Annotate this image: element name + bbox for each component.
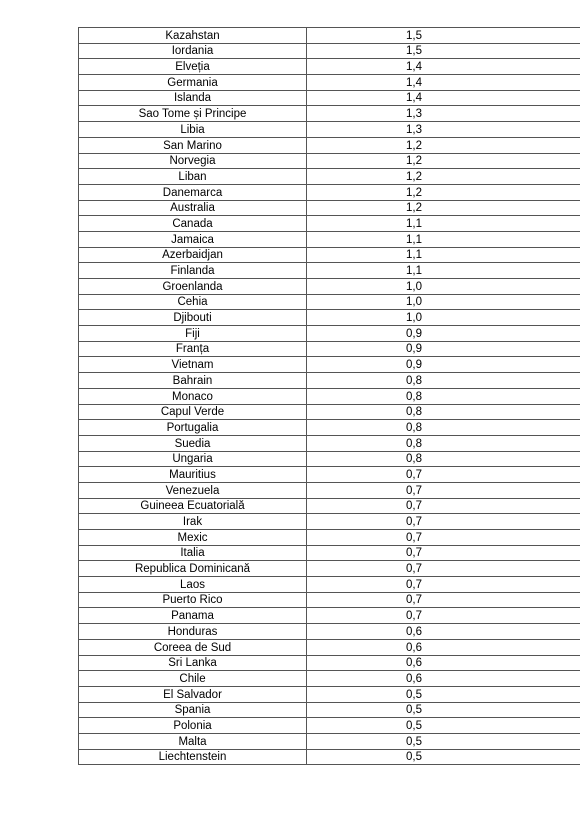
table-row: [79, 216, 580, 232]
value-cell: 1,3: [307, 106, 580, 122]
table-row: [79, 43, 580, 59]
value-cell: 0,5: [307, 749, 580, 765]
country-cell: Honduras: [79, 624, 307, 640]
table-row: [79, 263, 580, 279]
table-row: [79, 341, 580, 357]
value-cell: 1,2: [307, 153, 580, 169]
table-row: [79, 655, 580, 671]
country-cell: Italia: [79, 545, 307, 561]
country-cell: Germania: [79, 75, 307, 91]
value-cell: 0,7: [307, 482, 580, 498]
country-cell: Republica Dominicană: [79, 561, 307, 577]
value-cell: 1,2: [307, 200, 580, 216]
table-row: [79, 247, 580, 263]
table-row: [79, 624, 580, 640]
table-row: [79, 326, 580, 342]
table-row: [79, 639, 580, 655]
value-cell: 1,0: [307, 310, 580, 326]
table-row: [79, 231, 580, 247]
country-cell: Liechtenstein: [79, 749, 307, 765]
value-cell: 1,1: [307, 263, 580, 279]
table-row: [79, 498, 580, 514]
value-cell: 0,6: [307, 624, 580, 640]
value-cell: 0,5: [307, 686, 580, 702]
country-cell: Monaco: [79, 388, 307, 404]
value-cell: 0,7: [307, 577, 580, 593]
country-cell: Australia: [79, 200, 307, 216]
value-cell: 0,7: [307, 592, 580, 608]
value-cell: 0,7: [307, 514, 580, 530]
value-cell: 1,1: [307, 247, 580, 263]
country-cell: Liban: [79, 169, 307, 185]
table-row: [79, 718, 580, 734]
value-cell: 0,8: [307, 404, 580, 420]
value-cell: 0,8: [307, 373, 580, 389]
country-cell: Elveția: [79, 59, 307, 75]
country-cell: Spania: [79, 702, 307, 718]
table-row: [79, 200, 580, 216]
value-cell: 0,8: [307, 435, 580, 451]
value-cell: 0,8: [307, 420, 580, 436]
country-cell: Puerto Rico: [79, 592, 307, 608]
table-row: [79, 467, 580, 483]
value-cell: 0,9: [307, 326, 580, 342]
value-cell: 0,9: [307, 357, 580, 373]
country-cell: Mauritius: [79, 467, 307, 483]
country-cell: Laos: [79, 577, 307, 593]
table-row: [79, 482, 580, 498]
country-cell: Islanda: [79, 90, 307, 106]
country-cell: Finlanda: [79, 263, 307, 279]
value-cell: 0,7: [307, 561, 580, 577]
table-row: [79, 279, 580, 295]
country-cell: Djibouti: [79, 310, 307, 326]
country-cell: Fiji: [79, 326, 307, 342]
table-row: [79, 514, 580, 530]
country-cell: Sao Tome și Principe: [79, 106, 307, 122]
country-cell: Capul Verde: [79, 404, 307, 420]
table-row: [79, 106, 580, 122]
value-cell: 0,6: [307, 671, 580, 687]
country-cell: Iordania: [79, 43, 307, 59]
table-row: [79, 59, 580, 75]
country-cell: Bahrain: [79, 373, 307, 389]
value-cell: 1,4: [307, 75, 580, 91]
table-row: [79, 169, 580, 185]
country-cell: Irak: [79, 514, 307, 530]
value-cell: 0,9: [307, 341, 580, 357]
value-cell: 0,7: [307, 530, 580, 546]
table-row: [79, 671, 580, 687]
country-cell: Malta: [79, 733, 307, 749]
value-cell: 0,5: [307, 733, 580, 749]
country-cell: Azerbaidjan: [79, 247, 307, 263]
country-cell: Groenlanda: [79, 279, 307, 295]
table-row: [79, 530, 580, 546]
value-cell: 1,0: [307, 279, 580, 295]
value-cell: 1,5: [307, 28, 580, 44]
table-row: [79, 357, 580, 373]
country-cell: Canada: [79, 216, 307, 232]
value-cell: 0,6: [307, 655, 580, 671]
country-cell: Mexic: [79, 530, 307, 546]
value-cell: 0,6: [307, 639, 580, 655]
country-cell: Jamaica: [79, 231, 307, 247]
value-cell: 0,8: [307, 388, 580, 404]
table-row: [79, 184, 580, 200]
table-row: [79, 90, 580, 106]
table-row: [79, 733, 580, 749]
country-cell: Libia: [79, 122, 307, 138]
value-cell: 0,5: [307, 718, 580, 734]
country-cell: Coreea de Sud: [79, 639, 307, 655]
country-cell: Guineea Ecuatorială: [79, 498, 307, 514]
value-cell: 1,3: [307, 122, 580, 138]
table-row: [79, 388, 580, 404]
country-value-table: [78, 27, 580, 765]
value-cell: 0,7: [307, 467, 580, 483]
table-row: [79, 373, 580, 389]
table-row: [79, 592, 580, 608]
country-cell: Sri Lanka: [79, 655, 307, 671]
table-row: [79, 420, 580, 436]
value-cell: 1,4: [307, 90, 580, 106]
table-body: [79, 28, 580, 765]
table-row: [79, 749, 580, 765]
value-cell: 0,8: [307, 451, 580, 467]
table-row: [79, 451, 580, 467]
value-cell: 1,5: [307, 43, 580, 59]
table-row: [79, 577, 580, 593]
value-cell: 0,7: [307, 608, 580, 624]
table-row: [79, 435, 580, 451]
country-cell: San Marino: [79, 137, 307, 153]
country-cell: Portugalia: [79, 420, 307, 436]
country-cell: Vietnam: [79, 357, 307, 373]
table-row: [79, 686, 580, 702]
table-row: [79, 404, 580, 420]
table-row: [79, 137, 580, 153]
country-cell: Danemarca: [79, 184, 307, 200]
table-row: [79, 122, 580, 138]
country-cell: El Salvador: [79, 686, 307, 702]
value-cell: 1,0: [307, 294, 580, 310]
table-row: [79, 561, 580, 577]
country-cell: Suedia: [79, 435, 307, 451]
table-row: [79, 75, 580, 91]
table-row: [79, 310, 580, 326]
value-cell: 0,7: [307, 498, 580, 514]
value-cell: 1,4: [307, 59, 580, 75]
table-row: [79, 608, 580, 624]
table-row: [79, 28, 580, 44]
country-cell: Polonia: [79, 718, 307, 734]
value-cell: 0,7: [307, 545, 580, 561]
value-cell: 1,2: [307, 184, 580, 200]
value-cell: 1,2: [307, 169, 580, 185]
table-row: [79, 294, 580, 310]
value-cell: 1,1: [307, 231, 580, 247]
country-cell: Kazahstan: [79, 28, 307, 44]
value-cell: 1,1: [307, 216, 580, 232]
country-cell: Norvegia: [79, 153, 307, 169]
country-cell: Venezuela: [79, 482, 307, 498]
value-cell: 0,5: [307, 702, 580, 718]
table-row: [79, 702, 580, 718]
table-row: [79, 545, 580, 561]
country-cell: Franța: [79, 341, 307, 357]
country-cell: Cehia: [79, 294, 307, 310]
country-cell: Panama: [79, 608, 307, 624]
country-cell: Chile: [79, 671, 307, 687]
country-cell: Ungaria: [79, 451, 307, 467]
table-row: [79, 153, 580, 169]
value-cell: 1,2: [307, 137, 580, 153]
